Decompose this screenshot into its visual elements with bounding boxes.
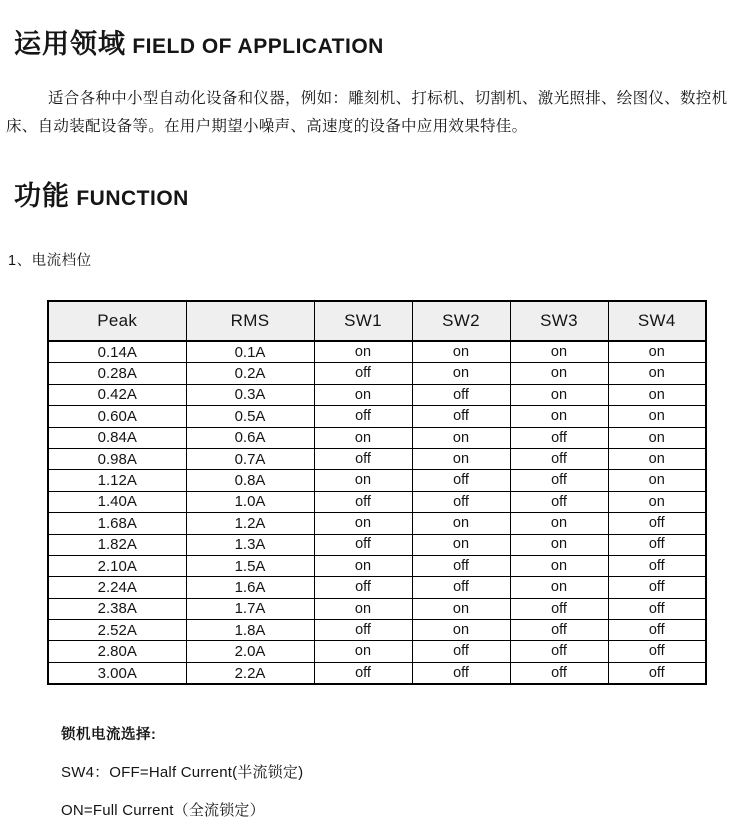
- switch-state-cell: off: [510, 427, 608, 448]
- switch-state-cell: off: [412, 406, 510, 427]
- peak-cell: 2.10A: [48, 555, 186, 576]
- switch-state-cell: off: [412, 641, 510, 662]
- switch-state-cell: off: [608, 555, 706, 576]
- switch-state-cell: on: [412, 598, 510, 619]
- switch-state-cell: on: [608, 341, 706, 363]
- switch-state-cell: off: [412, 555, 510, 576]
- switch-state-cell: on: [510, 363, 608, 384]
- switch-state-cell: on: [412, 513, 510, 534]
- table-row: [48, 620, 706, 641]
- switch-state-cell: on: [608, 384, 706, 405]
- switch-state-cell: on: [608, 406, 706, 427]
- switch-state-cell: on: [510, 577, 608, 598]
- switch-state-cell: on: [510, 406, 608, 427]
- rms-cell: 0.5A: [186, 406, 314, 427]
- switch-state-cell: off: [608, 620, 706, 641]
- rms-cell: 2.2A: [186, 662, 314, 684]
- peak-cell: 2.80A: [48, 641, 186, 662]
- peak-cell: 1.68A: [48, 513, 186, 534]
- switch-state-cell: off: [314, 620, 412, 641]
- peak-cell: 1.82A: [48, 534, 186, 555]
- switch-state-cell: off: [608, 662, 706, 684]
- rms-cell: 0.3A: [186, 384, 314, 405]
- switch-state-cell: on: [608, 491, 706, 512]
- table-row: [48, 577, 706, 598]
- rms-cell: 1.5A: [186, 555, 314, 576]
- switch-state-cell: off: [510, 662, 608, 684]
- table-row: [48, 534, 706, 555]
- column-header-peak: Peak: [48, 301, 186, 341]
- switch-state-cell: on: [510, 341, 608, 363]
- column-header-sw4: SW4: [608, 301, 706, 341]
- peak-cell: 0.42A: [48, 384, 186, 405]
- table-row: [48, 427, 706, 448]
- peak-cell: 1.40A: [48, 491, 186, 512]
- current-setting-table: [47, 300, 707, 685]
- switch-state-cell: off: [608, 534, 706, 555]
- rms-cell: 1.8A: [186, 620, 314, 641]
- switch-state-cell: on: [608, 448, 706, 469]
- rms-cell: 0.6A: [186, 427, 314, 448]
- switch-state-cell: on: [510, 513, 608, 534]
- table-row: [48, 598, 706, 619]
- switch-state-cell: off: [314, 662, 412, 684]
- switch-state-cell: off: [510, 491, 608, 512]
- rms-cell: 0.8A: [186, 470, 314, 491]
- switch-state-cell: on: [314, 427, 412, 448]
- table-row: [48, 513, 706, 534]
- peak-cell: 3.00A: [48, 662, 186, 684]
- switch-state-cell: off: [314, 534, 412, 555]
- table-row: [48, 363, 706, 384]
- table-row: [48, 662, 706, 684]
- section-title-function: [0, 141, 750, 213]
- section-title-function-en: FUNCTION: [76, 187, 189, 210]
- peak-cell: 0.28A: [48, 363, 186, 384]
- switch-state-cell: on: [314, 598, 412, 619]
- switch-state-cell: on: [314, 555, 412, 576]
- switch-state-cell: off: [412, 577, 510, 598]
- section-title-function-zh: 功能: [14, 181, 70, 211]
- switch-state-cell: off: [510, 470, 608, 491]
- table-row: [48, 470, 706, 491]
- peak-cell: 0.84A: [48, 427, 186, 448]
- current-table-body: [48, 341, 706, 684]
- switch-state-cell: on: [314, 470, 412, 491]
- column-header-sw1: SW1: [314, 301, 412, 341]
- switch-state-cell: off: [510, 641, 608, 662]
- switch-state-cell: on: [510, 555, 608, 576]
- switch-state-cell: on: [412, 620, 510, 641]
- switch-state-cell: off: [412, 470, 510, 491]
- table-row: [48, 555, 706, 576]
- switch-state-cell: off: [510, 448, 608, 469]
- rms-cell: 0.1A: [186, 341, 314, 363]
- switch-state-cell: on: [510, 384, 608, 405]
- section-title-application-en: FIELD OF APPLICATION: [132, 35, 384, 58]
- lock-current-note-line1: SW4：OFF=Half Current(半流锁定): [61, 764, 304, 782]
- current-table-head-row: [48, 301, 706, 341]
- switch-state-cell: on: [412, 341, 510, 363]
- switch-state-cell: off: [608, 513, 706, 534]
- switch-state-cell: off: [608, 641, 706, 662]
- switch-state-cell: on: [412, 427, 510, 448]
- switch-state-cell: on: [510, 534, 608, 555]
- switch-state-cell: off: [314, 363, 412, 384]
- peak-cell: 1.12A: [48, 470, 186, 491]
- switch-state-cell: on: [412, 363, 510, 384]
- rms-cell: 1.0A: [186, 491, 314, 512]
- application-paragraph: 适合各种中小型自动化设备和仪器，例如：雕刻机、打标机、切割机、激光照排、绘图仪、数控机床、自动装配设备等。在用户期望小噪声、高速度的设备中应用效果特佳。: [6, 90, 728, 135]
- switch-state-cell: off: [608, 598, 706, 619]
- rms-cell: 0.2A: [186, 363, 314, 384]
- switch-state-cell: on: [314, 641, 412, 662]
- switch-state-cell: on: [608, 427, 706, 448]
- table-row: [48, 406, 706, 427]
- switch-state-cell: on: [412, 448, 510, 469]
- table-row: [48, 491, 706, 512]
- peak-cell: 0.98A: [48, 448, 186, 469]
- switch-state-cell: on: [314, 513, 412, 534]
- switch-state-cell: off: [314, 577, 412, 598]
- switch-state-cell: off: [510, 620, 608, 641]
- peak-cell: 2.24A: [48, 577, 186, 598]
- rms-cell: 0.7A: [186, 448, 314, 469]
- peak-cell: 0.60A: [48, 406, 186, 427]
- peak-cell: 2.38A: [48, 598, 186, 619]
- section-title-application-zh: 运用领域: [14, 29, 126, 59]
- rms-cell: 1.7A: [186, 598, 314, 619]
- column-header-sw3: SW3: [510, 301, 608, 341]
- switch-state-cell: off: [314, 448, 412, 469]
- switch-state-cell: off: [412, 384, 510, 405]
- column-header-sw2: SW2: [412, 301, 510, 341]
- table-row: [48, 341, 706, 363]
- switch-state-cell: on: [412, 534, 510, 555]
- table-row: [48, 641, 706, 662]
- table-row: [48, 384, 706, 405]
- lock-current-note-title: 锁机电流选择:: [61, 727, 157, 744]
- switch-state-cell: off: [510, 598, 608, 619]
- switch-state-cell: off: [412, 491, 510, 512]
- switch-state-cell: off: [314, 406, 412, 427]
- switch-state-cell: on: [314, 384, 412, 405]
- peak-cell: 0.14A: [48, 341, 186, 363]
- rms-cell: 1.3A: [186, 534, 314, 555]
- switch-state-cell: off: [608, 577, 706, 598]
- rms-cell: 1.2A: [186, 513, 314, 534]
- table-row: [48, 448, 706, 469]
- rms-cell: 1.6A: [186, 577, 314, 598]
- switch-state-cell: on: [608, 470, 706, 491]
- rms-cell: 2.0A: [186, 641, 314, 662]
- peak-cell: 2.52A: [48, 620, 186, 641]
- switch-state-cell: off: [314, 491, 412, 512]
- lock-current-note: [61, 723, 750, 820]
- lock-current-note-line2: ON=Full Current（全流锁定）: [61, 802, 265, 820]
- switch-state-cell: off: [412, 662, 510, 684]
- switch-state-cell: on: [608, 363, 706, 384]
- current-gear-label: 1、电流档位: [8, 253, 92, 269]
- switch-state-cell: on: [314, 341, 412, 363]
- column-header-rms: RMS: [186, 301, 314, 341]
- section-title-application: [0, 0, 750, 61]
